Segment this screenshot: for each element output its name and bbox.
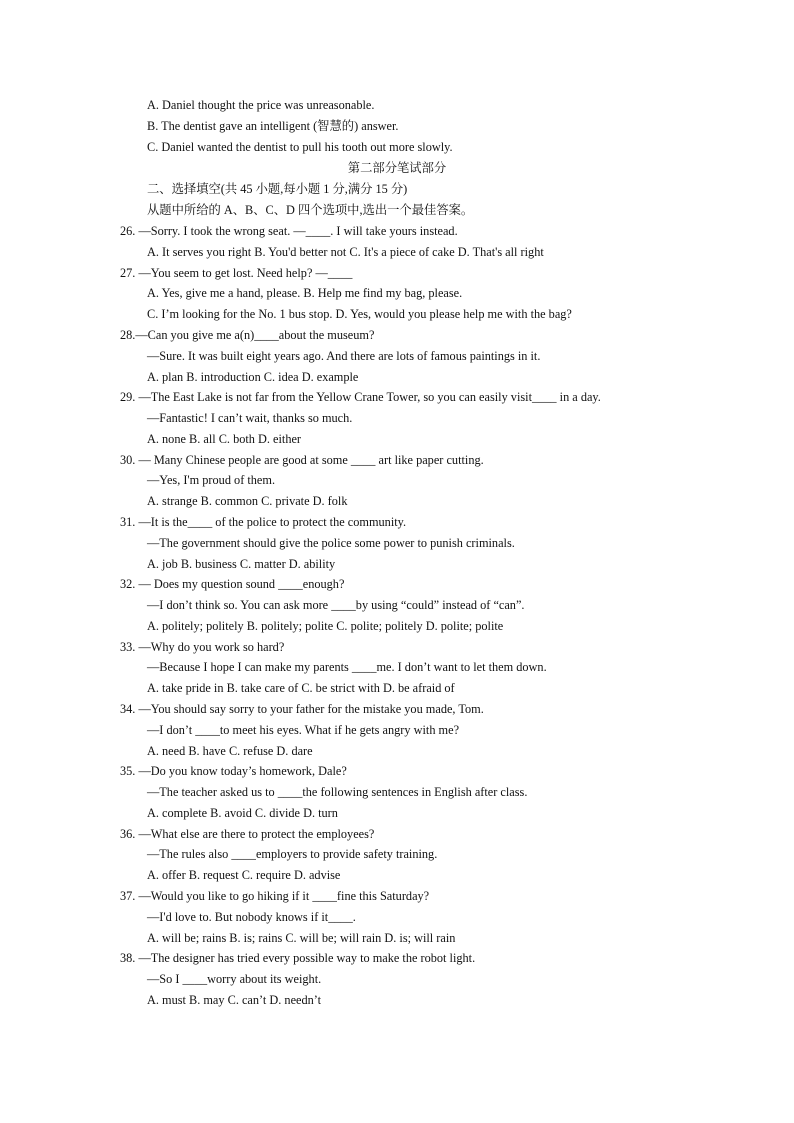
question-stem: 38. —The designer has tried every possible way to make the robot light.	[120, 951, 476, 966]
question-stem: 26. —Sorry. I took the wrong seat. —____. I will take yours instead.	[120, 224, 458, 238]
question-stem: 30. — Many Chinese people are good at some ____ art like paper cutting.	[120, 452, 484, 467]
question-stem: 36. —What else are there to protect the employees?	[120, 826, 375, 841]
question-line: —Because I hope I can make my parents ____me. I don’t want to let them down.	[147, 660, 547, 675]
question-line: —The teacher asked us to ____the following sentences in English after class.	[147, 785, 528, 800]
question-stem: 35. —Do you know today’s homework, Dale?	[120, 764, 347, 779]
question-options: A. strange B. common C. private D. folk	[147, 494, 348, 509]
question-stem: 29. —The East Lake is not far from the Yellow Crane Tower, so you can easily visit____ in a day.	[120, 390, 601, 405]
question-line: —I'd love to. But nobody knows if it____.	[147, 909, 356, 924]
question-line: A. Yes, give me a hand, please. B. Help me find my bag, please.	[147, 286, 463, 301]
question-options: A. plan B. introduction C. idea D. example	[147, 369, 359, 384]
question-stem: 28.—Can you give me a(n)____about the museum?	[120, 327, 375, 342]
question-line: —The rules also ____employers to provide safety training.	[147, 847, 438, 862]
question-stem: 34. —You should say sorry to your father for the mistake you made, Tom.	[120, 701, 484, 716]
question-line: —Fantastic! I can’t wait, thanks so much.	[147, 411, 353, 425]
question-options: A. offer B. request C. require D. advise	[147, 868, 341, 883]
question-options: A. job B. business C. matter D. ability	[147, 556, 336, 571]
instruction: 从题中所给的 A、B、C、D 四个选项中,选出一个最佳答案。	[147, 203, 474, 217]
question-stem: 37. —Would you like to go hiking if it ____fine this Saturday?	[120, 889, 430, 903]
question-line: —I don’t think so. You can ask more ____by using “could” instead of “can”.	[147, 598, 525, 612]
question-line: —I don’t ____to meet his eyes. What if he gets angry with me?	[147, 722, 460, 737]
question-options: A. will be; rains B. is; rains C. will be; will rain D. is; will rain	[147, 930, 456, 945]
question-line: —So I ____worry about its weight.	[147, 972, 322, 987]
question-stem: 31. —It is the____ of the police to protect the community.	[120, 514, 407, 529]
question-stem: 32. — Does my question sound ____enough?	[120, 577, 345, 592]
question-options: C. I’m looking for the No. 1 bus stop. D. Yes, would you please help me with the bag?	[147, 307, 572, 322]
question-options: A. complete B. avoid C. divide D. turn	[147, 805, 338, 820]
question-options: A. must B. may C. can’t D. needn’t	[147, 992, 322, 1007]
question-line: —Yes, I'm proud of them.	[147, 473, 276, 488]
question-options: A. It serves you right B. You'd better not C. It's a piece of cake D. That's all right	[147, 244, 544, 259]
prev-option-b: B. The dentist gave an intelligent (智慧的) answer.	[147, 119, 399, 133]
question-stem: 27. —You seem to get lost. Need help? —____	[120, 265, 353, 280]
question-options: A. politely; politely B. politely; polite C. polite; politely D. polite; polite	[147, 618, 504, 633]
question-options: A. take pride in B. take care of C. be strict with D. be afraid of	[147, 681, 455, 696]
question-line: —Sure. It was built eight years ago. And there are lots of famous paintings in it.	[147, 348, 541, 363]
question-options: A. need B. have C. refuse D. dare	[147, 743, 313, 758]
question-stem: 33. —Why do you work so hard?	[120, 639, 285, 654]
question-line: —The government should give the police some power to punish criminals.	[147, 535, 515, 550]
question-options: A. none B. all C. both D. either	[147, 431, 302, 446]
prev-option-a: A. Daniel thought the price was unreasonable.	[147, 98, 375, 112]
part-title: 第二部分笔试部分	[347, 161, 447, 175]
prev-option-c: C. Daniel wanted the dentist to pull his tooth out more slowly.	[147, 140, 453, 154]
section-heading: 二、选择填空(共 45 小题,每小题 1 分,满分 15 分)	[147, 182, 408, 196]
